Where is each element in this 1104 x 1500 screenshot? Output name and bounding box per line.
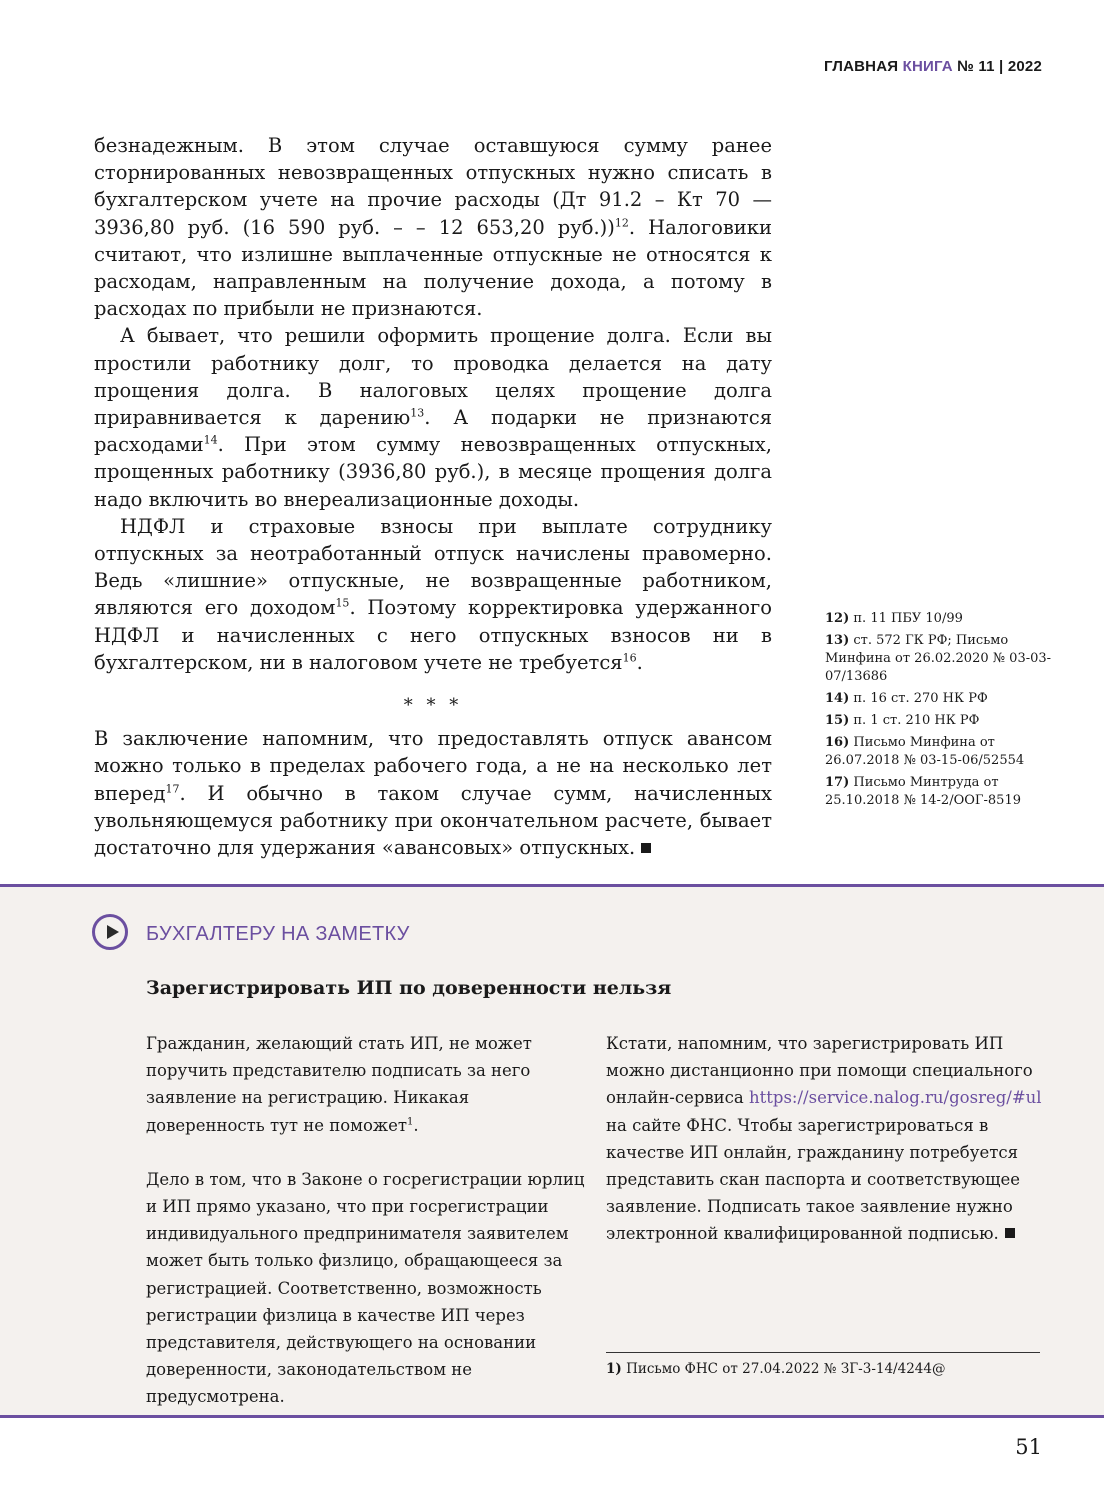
paragraph: Дело в том, что в Законе о госрегистрации юрлиц и ИП прямо указано, что при госрегистрации индивидуального предпринимателя заявителем может быть только физлицо, обращающееся за регистрацией. Соответственно, возможность регистрации физлица в качестве ИП через представителя, действующего на основании доверенности, законодательством не предусмотрена. [146, 1169, 585, 1407]
magazine-header [824, 58, 1042, 75]
footnote: 14) п. 16 ст. 270 НК РФ [825, 691, 988, 706]
issue-number: № 11 | 2022 [957, 58, 1042, 75]
footnote-ref[interactable]: 17 [165, 782, 180, 796]
article-body [94, 132, 772, 861]
footnote: 17) Письмо Минтруда от 25.10.2018 № 14-2/ООГ-8519 [825, 775, 1021, 808]
page-number: 51 [1015, 1435, 1042, 1459]
footnote: 16) Письмо Минфина от 26.07.2018 № 03-15-06/52554 [825, 735, 1025, 768]
footnote-ref[interactable]: 16 [622, 651, 637, 665]
footnote-ref[interactable]: 14 [203, 433, 218, 447]
footnotes-column [825, 610, 1055, 814]
paragraph: В заключение напомним, что предоставлять отпуск авансом можно только в пределах рабочего года, а не на несколько лет вперед$^{17}$. И обычно в таком случае сумм, начисленных увольняющемуся работнику при окончательном расчете, бывает достаточно для удержания «авансовых» отпускных. [94, 727, 772, 860]
end-mark-icon [641, 843, 651, 853]
section-separator: * * * [403, 695, 463, 717]
note-left-column [146, 1030, 586, 1438]
footnote-divider [606, 1352, 1040, 1353]
paragraph: НДФЛ и страховые взносы при выплате сотруднику отпускных за неотработанный отпуск начислены правомерно. Ведь «лишние» отпускные, не возвращенные работником, являются его доходом$^{15}$. Поэтому корректировка удержанного НДФЛ и начисленных с него отпускных взносов ни в бухгалтерском, ни в налоговом учете не требуется$^{16}$. [94, 514, 773, 674]
paragraph: безнадежным. В этом случае оставшуюся сумму ранее сторнированных невозвращенных отпускных нужно списать в бухгалтерском учете на прочие расходы (Дт 91.2 – Кт 70 — 3936,80 руб. (16 590 руб. – – 12 653,20 руб.))$^{12}$. Налоговики считают, что излишне выплаченные отпускные не относятся к расходам, направленным на получение дохода, а потому в расходах по прибыли не признаются. [94, 134, 772, 321]
paragraph: А бывает, что решили оформить прощение долга. Если вы простили работнику долг, то проводка делается на дату прощения долга. В налоговых целях прощение долга приравнивается к дарению$^{13}$. А подарки не признаются расходами$^{14}$. При этом сумму невозвращенных отпускных, прощенных работнику (3936,80 руб.), в месяце прощения долга надо включить во внереализационные доходы. [94, 324, 772, 511]
paragraph: Гражданин, желающий стать ИП, не может поручить представителю подписать за него заявление на регистрацию. Никакая доверенность тут не поможет$^1$. [146, 1034, 532, 1135]
footnote-ref[interactable]: 15 [335, 596, 350, 610]
play-circle-icon [92, 914, 128, 950]
brand-name-accent: КНИГА [902, 58, 953, 75]
paragraph: Кстати, напомним, что зарегистрировать ИП можно дистанционно при помощи специального онлайн-сервиса https://service.nalog.ru/gosreg/#ul на сайте ФНС. Чтобы зарегистрироваться в качестве ИП онлайн, гражданину потребуется представить скан паспорта и соответствующее заявление. Подписать такое заявление нужно электронной квалифицированной подписью. [606, 1034, 1042, 1244]
footnote-ref[interactable]: 1 [407, 1116, 414, 1128]
footnote-ref[interactable]: 13 [410, 406, 425, 420]
footnote: 12) п. 11 ПБУ 10/99 [825, 611, 963, 626]
footnote-ref[interactable]: 12 [614, 216, 629, 230]
accountant-note-box [0, 884, 1104, 1418]
note-box-title: Зарегистрировать ИП по доверенности нельзя [146, 977, 672, 999]
footnote: 15) п. 1 ст. 210 НК РФ [825, 713, 980, 728]
note-right-column [606, 1030, 1046, 1275]
note-box-footnote: 1) Письмо ФНС от 27.04.2022 № ЗГ-3-14/4244@ [606, 1361, 946, 1377]
note-box-label: БУХГАЛТЕРУ НА ЗАМЕТКУ [146, 923, 410, 945]
end-mark-icon [1005, 1228, 1015, 1238]
fns-service-link[interactable]: https://service.nalog.ru/gosreg/#ul [749, 1088, 1042, 1108]
brand-name: ГЛАВНАЯ [824, 58, 899, 75]
footnote: 13) ст. 572 ГК РФ; Письмо Минфина от 26.02.2020 № 03-03-07/13686 [825, 633, 1052, 684]
